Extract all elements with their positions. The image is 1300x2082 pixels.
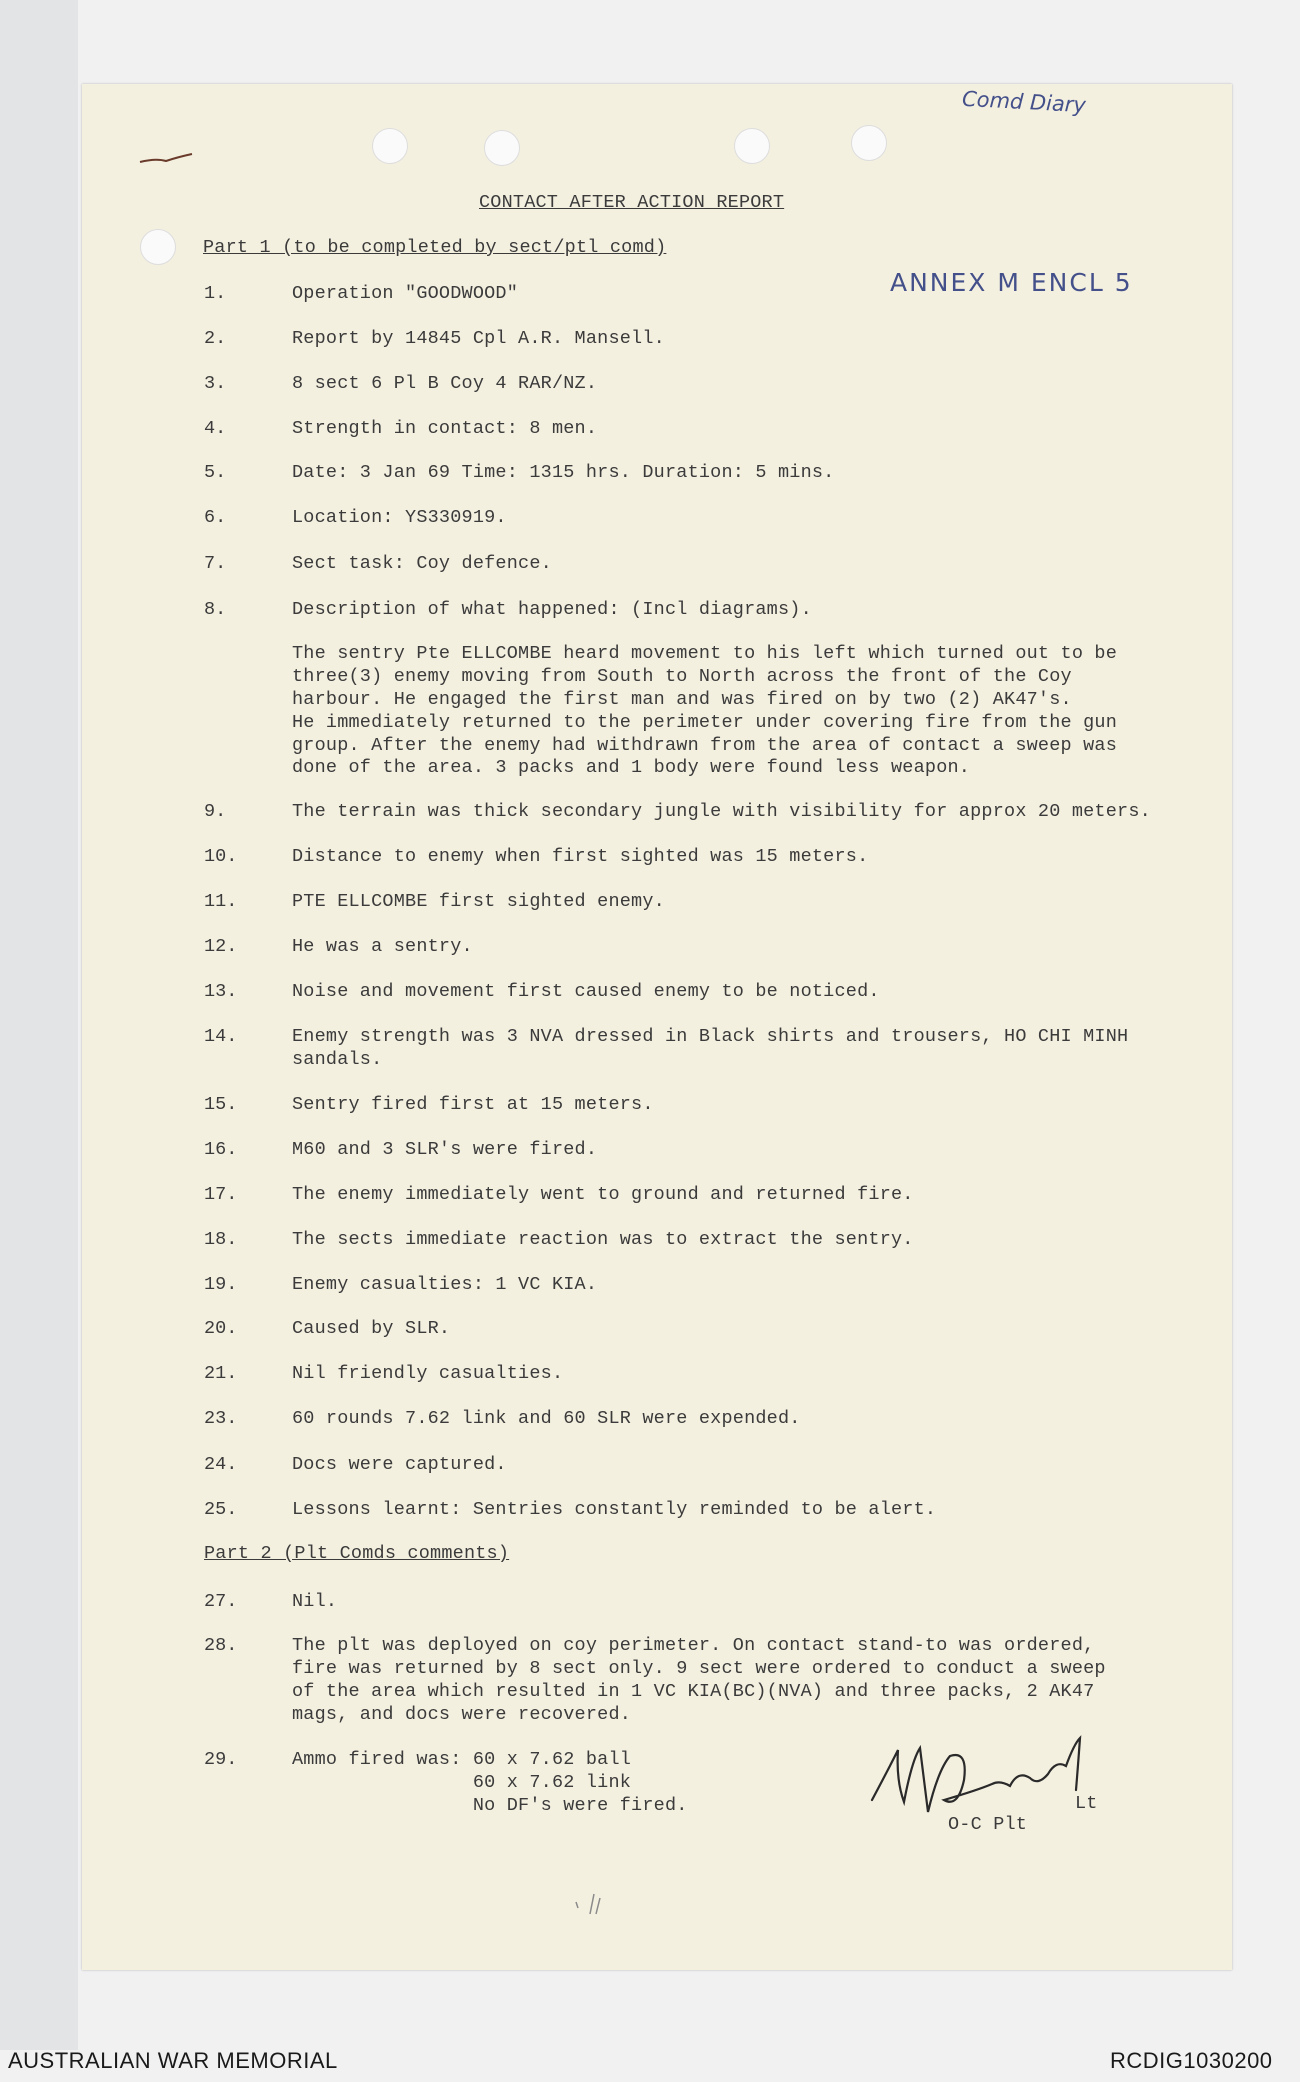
item-text-description-heading: Description of what happened: (Incl diagrams). xyxy=(292,599,812,620)
item28-line: mags, and docs were recovered. xyxy=(292,1704,632,1725)
item-number: 13. xyxy=(204,981,238,1002)
item-text-strength: Strength in contact: 8 men. xyxy=(292,418,598,439)
item-text-enemy-strength-cont: sandals. xyxy=(292,1049,383,1070)
signature-role: O-C Plt xyxy=(948,1814,1028,1835)
item-number: 1. xyxy=(204,283,227,304)
punch-hole xyxy=(140,229,176,265)
item-text-nil: Nil. xyxy=(292,1591,338,1612)
scan-edge xyxy=(0,0,78,2050)
handwritten-note-comd-diary: Comd Diary xyxy=(961,86,1087,118)
description-line: The sentry Pte ELLCOMBE heard movement to his left which turned out to be xyxy=(292,643,1118,664)
item-number: 16. xyxy=(204,1139,238,1160)
item-text-noise: Noise and movement first caused enemy to be noticed. xyxy=(292,981,880,1002)
item-text-weapons: M60 and 3 SLR's were fired. xyxy=(292,1139,598,1160)
item-number: 9. xyxy=(204,801,227,822)
item-number: 27. xyxy=(204,1591,238,1612)
item-text-sighted: PTE ELLCOMBE first sighted enemy. xyxy=(292,891,665,912)
item-number: 8. xyxy=(204,599,227,620)
footer-source: AUSTRALIAN WAR MEMORIAL xyxy=(8,2048,338,2073)
item29-line: Ammo fired was: 60 x 7.62 ball xyxy=(292,1749,632,1770)
item-text-distance: Distance to enemy when first sighted was 15 meters. xyxy=(292,846,869,867)
punch-hole xyxy=(484,130,520,166)
item-text-terrain: The terrain was thick secondary jungle with visibility for approx 20 meters. xyxy=(292,801,1151,822)
item-text-enemy-reaction: The enemy immediately went to ground and returned fire. xyxy=(292,1184,914,1205)
item-text-operation: Operation "GOODWOOD" xyxy=(292,283,519,304)
item-number: 2. xyxy=(204,328,227,349)
part1-heading: Part 1 (to be completed by sect/ptl comd) xyxy=(203,237,667,258)
ink-mark xyxy=(136,148,196,172)
item-text-report-by: Report by 14845 Cpl A.R. Mansell. xyxy=(292,328,665,349)
description-line: harbour. He engaged the first man and was fired on by two (2) AK47's. xyxy=(292,689,1072,710)
item-text-enemy-casualties: Enemy casualties: 1 VC KIA. xyxy=(292,1274,598,1295)
item-number: 5. xyxy=(204,462,227,483)
item28-line: fire was returned by 8 sect only. 9 sect were ordered to conduct a sweep xyxy=(292,1658,1106,1679)
item-text-sect-reaction: The sects immediate reaction was to extract the sentry. xyxy=(292,1229,914,1250)
item-text-friendly-casualties: Nil friendly casualties. xyxy=(292,1363,564,1384)
item-number: 6. xyxy=(204,507,227,528)
description-line: He immediately returned to the perimeter under covering fire from the gun xyxy=(292,712,1118,733)
item-text-task: Sect task: Coy defence. xyxy=(292,553,552,574)
punch-hole xyxy=(734,128,770,164)
item-text-rounds-expended: 60 rounds 7.62 link and 60 SLR were expended. xyxy=(292,1408,801,1429)
report-title: CONTACT AFTER ACTION REPORT xyxy=(479,192,785,213)
item-number: 17. xyxy=(204,1184,238,1205)
item-text-sentry: He was a sentry. xyxy=(292,936,473,957)
item-number: 18. xyxy=(204,1229,238,1250)
item-number: 21. xyxy=(204,1363,238,1384)
item29-line: 60 x 7.62 link xyxy=(292,1772,632,1793)
item28-line: The plt was deployed on coy perimeter. On contact stand-to was ordered, xyxy=(292,1635,1095,1656)
item29-line: No DF's were fired. xyxy=(292,1795,688,1816)
item-number: 12. xyxy=(204,936,238,957)
description-line: group. After the enemy had withdrawn from the area of contact a sweep was xyxy=(292,735,1118,756)
signature-rank: Lt xyxy=(1075,1793,1098,1814)
item-number: 20. xyxy=(204,1318,238,1339)
part2-heading: Part 2 (Plt Comds comments) xyxy=(204,1543,510,1564)
item-number: 11. xyxy=(204,891,238,912)
item-number: 10. xyxy=(204,846,238,867)
item-number: 28. xyxy=(204,1635,238,1656)
item-number: 25. xyxy=(204,1499,238,1520)
item-text-caused-by: Caused by SLR. xyxy=(292,1318,451,1339)
item-number: 15. xyxy=(204,1094,238,1115)
description-line: three(3) enemy moving from South to North across the front of the Coy xyxy=(292,666,1072,687)
item-number: 23. xyxy=(204,1408,238,1429)
item-number: 24. xyxy=(204,1454,238,1475)
punch-hole xyxy=(372,128,408,164)
handwritten-annex-label: ANNEX M ENCL 5 xyxy=(890,268,1133,297)
item-number: 29. xyxy=(204,1749,238,1770)
footer-identifier: RCDIG1030200 xyxy=(1110,2048,1273,2073)
item-text-location: Location: YS330919. xyxy=(292,507,507,528)
item-number: 7. xyxy=(204,553,227,574)
item-text-lessons: Lessons learnt: Sentries constantly reminded to be alert. xyxy=(292,1499,937,1520)
description-line: done of the area. 3 packs and 1 body were found less weapon. xyxy=(292,757,971,778)
item-text-docs: Docs were captured. xyxy=(292,1454,507,1475)
item-number: 4. xyxy=(204,418,227,439)
punch-hole xyxy=(851,125,887,161)
item-text-unit: 8 sect 6 Pl B Coy 4 RAR/NZ. xyxy=(292,373,598,394)
item28-line: of the area which resulted in 1 VC KIA(BC)(NVA) and three packs, 2 AK47 xyxy=(292,1681,1095,1702)
item-number: 19. xyxy=(204,1274,238,1295)
item-text-fired-first: Sentry fired first at 15 meters. xyxy=(292,1094,654,1115)
item-text-enemy-strength: Enemy strength was 3 NVA dressed in Black shirts and trousers, HO CHI MINH xyxy=(292,1026,1129,1047)
item-text-date-time: Date: 3 Jan 69 Time: 1315 hrs. Duration: 5 mins. xyxy=(292,462,835,483)
stray-mark xyxy=(570,1888,620,1918)
item-number: 14. xyxy=(204,1026,238,1047)
item-number: 3. xyxy=(204,373,227,394)
